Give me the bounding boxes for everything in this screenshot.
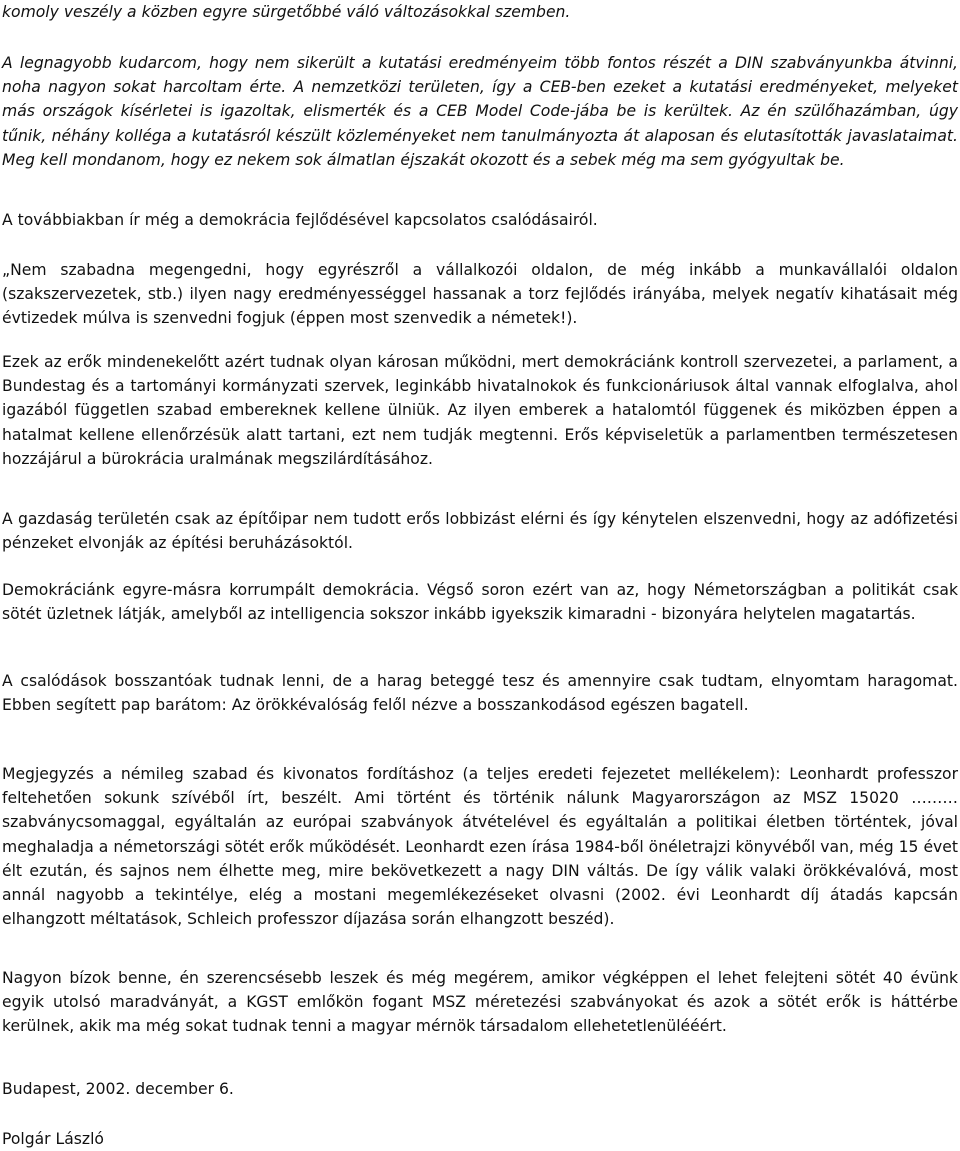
paragraph-continuation: komoly veszély a közben egyre sürgetőbbé váló változásokkal szemben. <box>2 3 571 21</box>
paragraph-quote-start: „Nem szabadna megengedni, hogy egyrészről a vállalkozói oldalon, de még inkább a munkavállalói oldalon (szakszervezetek, stb.) ilyen nagy eredményességgel hassanak a torz fejlődés irányába, melyek negatív kihatásait még évtizedek múlva is szenvedni fogjuk (éppen most szenvedik a németek!). <box>2 261 958 328</box>
paragraph-din-failure: A legnagyobb kudarcom, hogy nem sikerült a kutatási eredményeim több fontos részét a DIN szabványunkba átvinni, noha nagyon sokat harcoltam érte. A nemzetközi területen, így a CEB-ben ezeket a kutatási eredményeket, melyeket más országok kísérletei is igazoltak, elismerték és a CEB Model Code-jába be is kerültek. Az én szülőhazámban, úgy tűnik, néhány kolléga a kutatásról készült közleményeket nem tanulmányozta át alaposan és elutasították javaslataimat. Meg kell mondanom, hogy ez nekem sok álmatlan éjszakát okozott és a sebek még ma sem gyógyultak be. <box>2 54 958 169</box>
paragraph-corrupt-democracy: Demokráciánk egyre-másra korrumpált demokrácia. Végső soron ezért van az, hogy Németországban a politikát csak sötét üzletnek látják, amelyből az intelligencia sokszor inkább igyekszik kimaradni - bizonyára helytelen magatartás. <box>2 581 958 624</box>
place-and-date: Budapest, 2002. december 6. <box>2 1080 234 1098</box>
paragraph-hope: Nagyon bízok benne, én szerencsésebb leszek és még megérem, amikor végképpen el lehet felejteni sötét 40 évünk egyik utolsó maradványát, a KGST emlőkön fogant MSZ méretezési szabványokat és azok a sötét erők is háttérbe kerülnek, akik ma még sokat tudnak tenni a magyar mérnök társadalom ellehetetlenülééért. <box>2 969 958 1036</box>
author-signature: Polgár László <box>2 1130 104 1148</box>
paragraph-disappointments: A csalódások bosszantóak tudnak lenni, de a harag beteggé tesz és amennyire csak tudtam, elnyomtam haragomat. Ebben segített pap barátom: Az örökkévalóság felől nézve a bosszankodásod egészen bagatell. <box>2 672 958 715</box>
paragraph-construction-lobby: A gazdaság területén csak az építőipar nem tudott erős lobbizást elérni és így kénytelen elszenvedni, hogy az adófizetési pénzeket elvonják az építési beruházásoktól. <box>2 510 958 553</box>
paragraph-democracy-intro: A továbbiakban ír még a demokrácia fejlődésével kapcsolatos csalódásairól. <box>2 211 598 229</box>
paragraph-control-bodies: Ezek az erők mindenekelőtt azért tudnak olyan károsan működni, mert demokráciánk kontroll szervezetei, a parlament, a Bundestag és a tartományi kormányzati szervek, leginkább hivatalnokok és funkcionáriusok által vannak elfoglalva, ahol igazából független szabad embereknek kellene ülniük. Az ilyen emberek a hatalomtól függenek és miközben éppen a hatalmat kellene ellenőrzésük alatt tartani, ezt nem tudják megtenni. Erős képviseletük a parlamentben természetesen hozzájárul a bürokrácia uralmának megszilárdításához. <box>2 353 958 468</box>
paragraph-translator-note: Megjegyzés a némileg szabad és kivonatos fordításhoz (a teljes eredeti fejezetet mellékelem): Leonhardt professzor feltehetően sokunk szívéből írt, beszélt. Ami történt és történik nálunk Magyarországon az MSZ 15020 ………szabványcsomaggal, egyáltalán az európai szabványok átvételével és egyáltalán a politikai életben történtek, jóval meghaladja a németországi sötét erők működését. Leonhardt ezen írása 1984-ből önéletrajzi könyvéből van, még 15 évet élt ezután, és sajnos nem élhette meg, mire bekövetkezett a nagy DIN váltás. De így válik valaki örökkévalóvá, most annál nagyobb a tekintélye, elég a mostani megemlékezéseket olvasni (2002. évi Leonhardt díj átadás kapcsán elhangzott méltatások, Schleich professzor díjazása során elhangzott beszéd). <box>2 765 958 929</box>
